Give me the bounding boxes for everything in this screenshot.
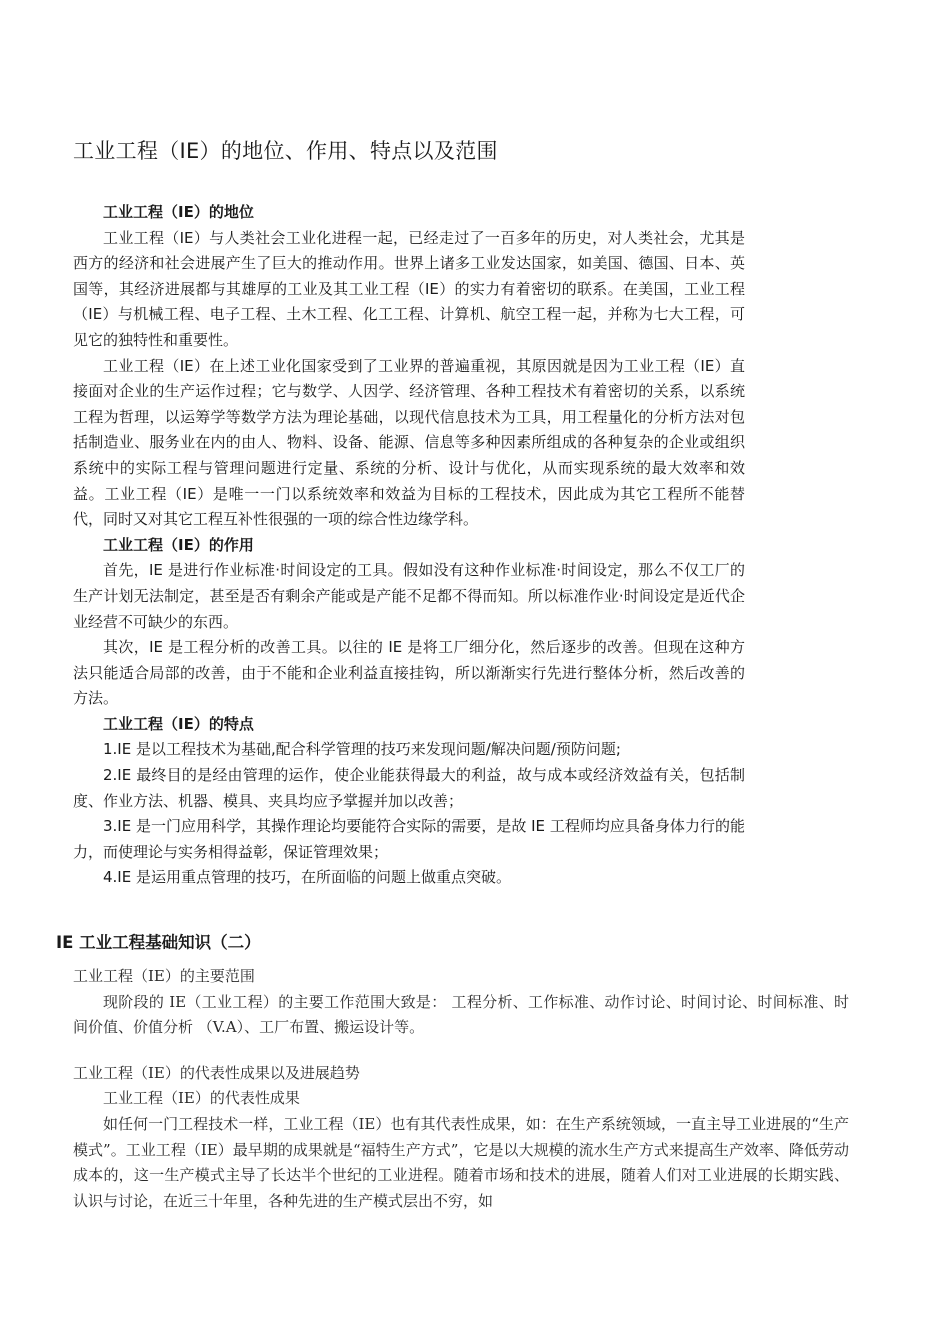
features-heading: 工业工程（IE）的特点: [103, 714, 254, 733]
role-paragraph-1: 首先，IE 是进行作业标准·时间设定的工具。假如没有这种作业标准·时间设定，那么不仅工厂的生产计划无法制定，甚至是否有剩余产能或是产能不足都不得而知。所以标准作业·时间设定是近代企业经营不可缺少的东西。: [73, 561, 745, 631]
spacer: [73, 1041, 849, 1061]
part2-heading: IE 工业工程基础知识（二）: [56, 933, 261, 952]
page-title: 工业工程（IE）的地位、作用、特点以及范围: [73, 139, 498, 163]
feature-item-2: 2.IE 最终目的是经由管理的运作，使企业能获得最大的利益，故与成本或经济效益有关，包括制度、作业方法、机器、模具、夹具均应予掌握并加以改善；: [73, 766, 745, 810]
scope-paragraph: 现阶段的 IE（工业工程）的主要工作范围大致是： 工程分析、工作标准、动作讨论、时间讨论、时间标准、时间价值、价值分析 （V.A）、工厂布置、搬运设计等。: [73, 992, 849, 1037]
status-paragraph-1: 工业工程（IE）与人类社会工业化进程一起，已经走过了一百多年的历史，对人类社会，尤其是西方的经济和社会进展产生了巨大的推动作用。世界上诸多工业发达国家，如美国、德国、日本、英国等，其经济进展都与其雄厚的工业及其工业工程（IE）的实力有着密切的联系。在美国，工业工程（IE）与机械工程、电子工程、土木工程、化工工程、计算机、航空工程一起，并称为七大工程，可见它的独特性和重要性。: [73, 228, 745, 349]
scope-heading: 工业工程（IE）的主要范围: [73, 967, 255, 985]
results-paragraph: 如任何一门工程技术一样，工业工程（IE）也有其代表性成果，如：在生产系统领域，一直主导工业进展的“生产模式”。工业工程（IE）最早期的成果就是“福特生产方式”，它是以大规模的流水生产方式来提高生产效率、降低劳动成本的，这一生产模式主导了长达半个世纪的工业进程。随着市场和技术的进展，随着人们对工业进展的长期实践、认识与讨论，在近三十年里，各种先进的生产模式层出不穷，如: [73, 1114, 849, 1210]
feature-item-4: 4.IE 是运用重点管理的技巧，在所面临的问题上做重点突破。: [103, 868, 511, 887]
role-heading: 工业工程（IE）的作用: [103, 535, 254, 554]
section-ie-overview: [73, 200, 745, 891]
results-heading: 工业工程（IE）的代表性成果以及进展趋势: [73, 1063, 360, 1082]
feature-item-1: 1.IE 是以工程技术为基础,配合科学管理的技巧来发现问题/解决问题/预防问题;: [103, 740, 621, 759]
results-subheading: 工业工程（IE）的代表性成果: [103, 1089, 300, 1108]
section-ie-basics: [73, 964, 849, 1214]
feature-item-3: 3.IE 是一门应用科学，其操作理论均要能符合实际的需要，是故 IE 工程师均应具备身体力行的能力，而使理论与实务相得益彰，保证管理效果；: [73, 817, 745, 861]
role-paragraph-2: 其次，IE 是工程分析的改善工具。以往的 IE 是将工厂细分化，然后逐步的改善。但现在这种方法只能适合局部的改善，由于不能和企业利益直接挂钩，所以渐渐实行先进行整体分析，然后改善的方法。: [73, 638, 745, 708]
status-heading: 工业工程（IE）的地位: [103, 203, 254, 221]
status-paragraph-2: 工业工程（IE）在上述工业化国家受到了工业界的普遍重视，其原因就是因为工业工程（IE）直接面对企业的生产运作过程；它与数学、人因学、经济管理、各种工程技术有着密切的关系，以系统工程为哲理，以运筹学等数学方法为理论基础，以现代信息技术为工具，用工程量化的分析方法对包括制造业、服务业在内的由人、物料、设备、能源、信息等多种因素所组成的各种复杂的企业或组织系统中的实际工程与管理问题进行定量、系统的分析、设计与优化，从而实现系统的最大效率和效益。工业工程（IE）是唯一一门以系统效率和效益为目标的工程技术，因此成为其它工程所不能替代，同时又对其它工程互补性很强的一项的综合性边缘学科。: [73, 356, 745, 529]
